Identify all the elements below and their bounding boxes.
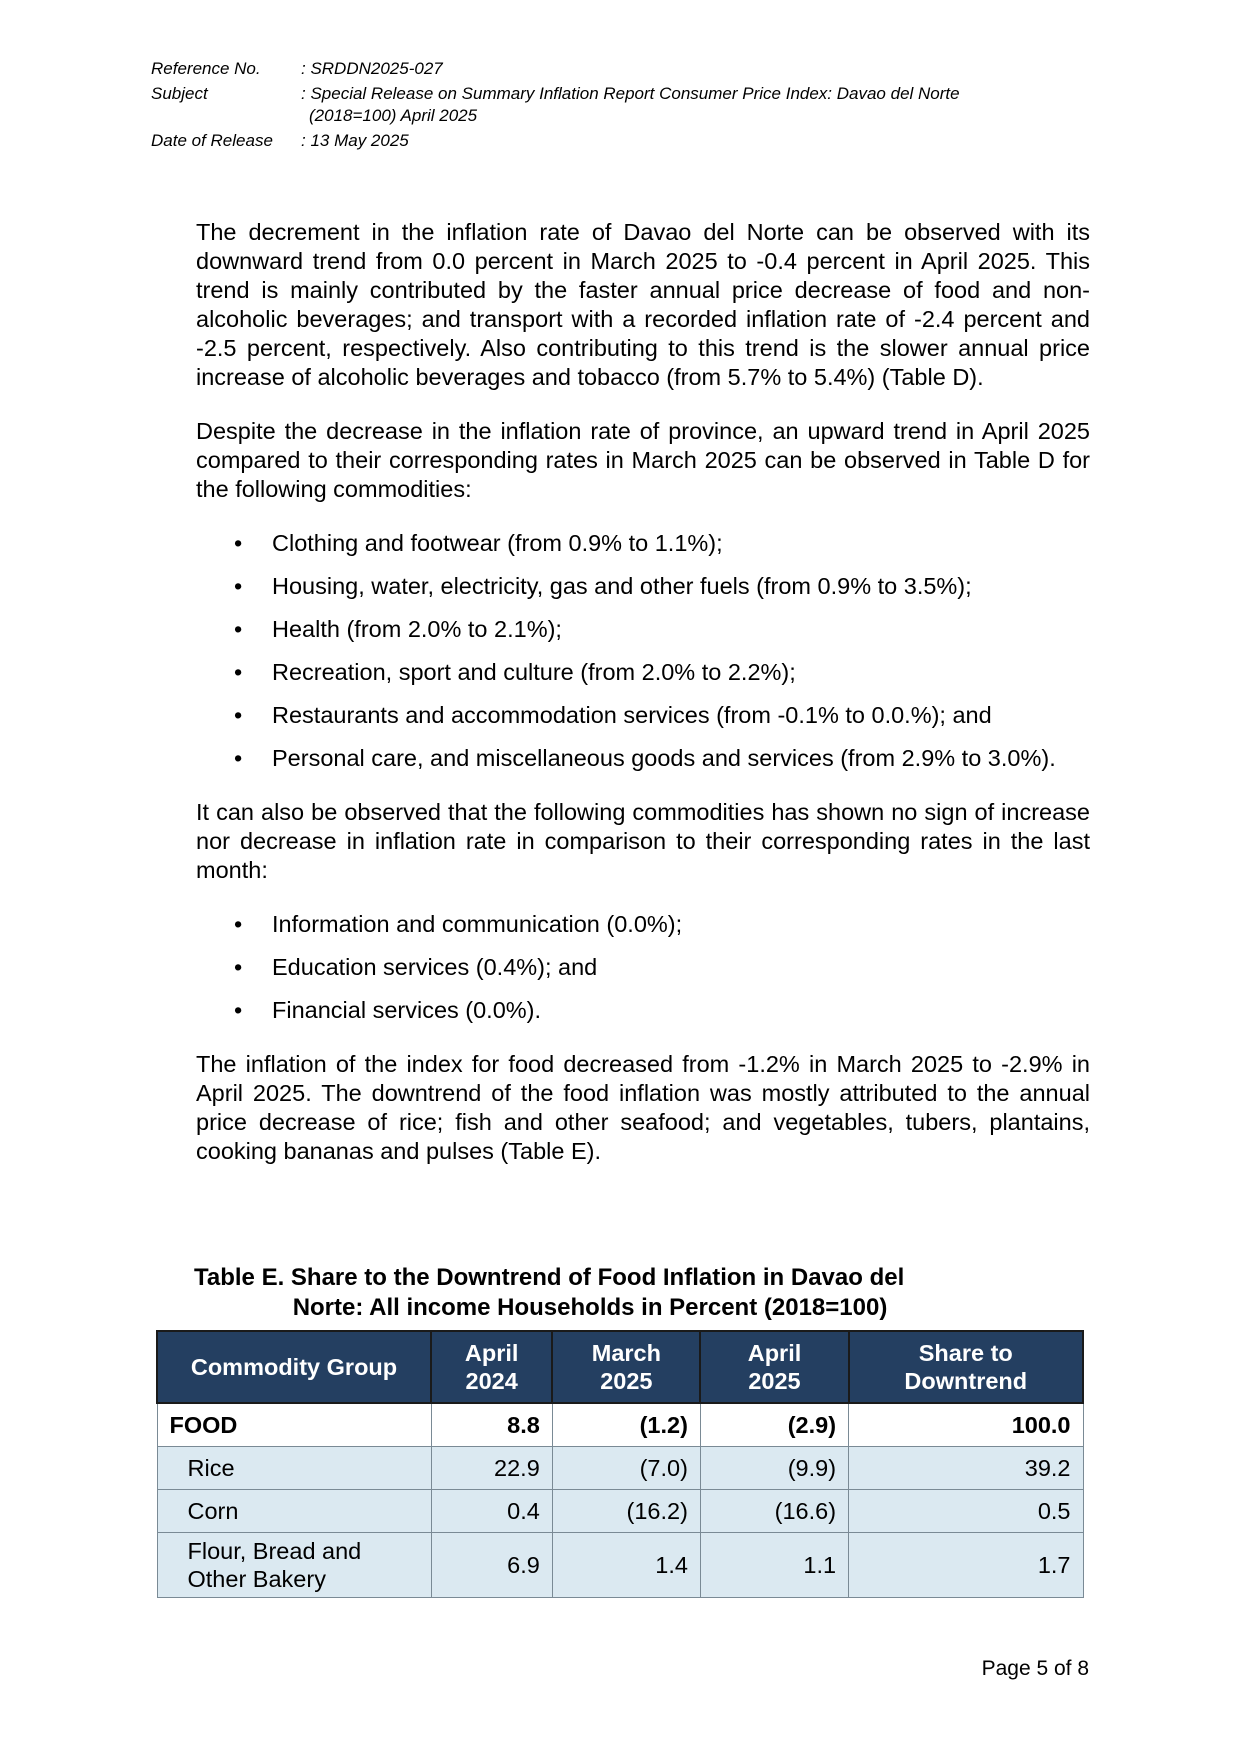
reference-value: : SRDDN2025-027	[301, 59, 443, 78]
food-inflation-table	[156, 1330, 1084, 1598]
table-row	[157, 1403, 1083, 1447]
table-header-row	[157, 1331, 1083, 1403]
document-header	[151, 58, 1051, 155]
table-cell: Corn	[157, 1490, 431, 1533]
column-header: Commodity Group	[157, 1331, 431, 1403]
subject-value	[301, 83, 1051, 127]
table-row	[157, 1447, 1083, 1490]
bullet: •	[234, 659, 243, 685]
subject-line-1: : Special Release on Summary Inflation Report Consumer Price Index: Davao del Norte	[301, 84, 960, 103]
table-cell: 0.4	[431, 1490, 552, 1533]
bullet: •	[234, 530, 243, 556]
table-caption-line-1: Table E. Share to the Downtrend of Food Inflation in Davao del	[194, 1264, 905, 1291]
paragraph-3: It can also be observed that the following commodities has shown no sign of increase nor decrease in inflation rate in comparison to their corresponding rates in the last month:	[196, 799, 1090, 883]
table-cell: 0.5	[849, 1490, 1083, 1533]
date-row	[151, 130, 1051, 152]
list-item: • Clothing and footwear (from 0.9% to 1.1%);	[234, 530, 723, 556]
subject-row	[151, 83, 1051, 127]
reference-label: Reference No.	[151, 59, 261, 78]
subject-label: Subject	[151, 84, 208, 103]
bullet: •	[234, 954, 243, 980]
bullet: •	[234, 911, 243, 937]
list-item: • Information and communication (0.0%);	[234, 911, 683, 937]
table-cell: 1.1	[700, 1533, 848, 1598]
table-cell: 39.2	[849, 1447, 1083, 1490]
column-header: March 2025	[552, 1331, 700, 1403]
table-cell: (2.9)	[700, 1403, 848, 1447]
subject-line-2: (2018=100) April 2025	[309, 106, 478, 125]
bullet: •	[234, 616, 243, 642]
table-cell: (1.2)	[552, 1403, 700, 1447]
column-header: Share to Downtrend	[849, 1331, 1083, 1403]
table-cell: FOOD	[157, 1403, 431, 1447]
table-cell: (7.0)	[552, 1447, 700, 1490]
table-cell: 1.4	[552, 1533, 700, 1598]
paragraph-2: Despite the decrease in the inflation rate of province, an upward trend in April 2025 compared to their corresponding rates in March 2025 can be observed in Table D for the following commodities:	[196, 418, 1090, 502]
bullet: •	[234, 573, 243, 599]
table-cell: 1.7	[849, 1533, 1083, 1598]
table-caption-line-2: Norte: All income Households in Percent (2018=100)	[292, 1294, 888, 1321]
table-cell: Rice	[157, 1447, 431, 1490]
table-cell: 22.9	[431, 1447, 552, 1490]
bullet: •	[234, 997, 243, 1023]
document-body	[196, 218, 1090, 1191]
column-header: April 2024	[431, 1331, 552, 1403]
table-cell: 8.8	[431, 1403, 552, 1447]
reference-row	[151, 58, 1051, 80]
bullet: •	[234, 745, 243, 771]
paragraph-1: The decrement in the inflation rate of Davao del Norte can be observed with its downward trend from 0.0 percent in March 2025 to -0.4 percent in April 2025. This trend is mainly contributed by the faster annual price decrease of food and non-alcoholic beverages; and transport with a recorded inflation rate of -2.4 percent and -2.5 percent, respectively. Also contributing to this trend is the slower annual price increase of alcoholic beverages and tobacco (from 5.7% to 5.4%) (Table D).	[196, 219, 1090, 390]
list-item: • Education services (0.4%); and	[234, 954, 598, 980]
table-row	[157, 1533, 1083, 1598]
list-item: • Recreation, sport and culture (from 2.0% to 2.2%);	[234, 659, 796, 685]
page-number: Page 5 of 8	[981, 1657, 1089, 1680]
table-caption	[150, 1263, 1030, 1323]
column-header: April 2025	[700, 1331, 848, 1403]
table-cell: Flour, Bread and Other Bakery	[157, 1533, 431, 1598]
date-label: Date of Release	[151, 131, 273, 150]
list-item: • Housing, water, electricity, gas and other fuels (from 0.9% to 3.5%);	[234, 573, 972, 599]
table-cell: 6.9	[431, 1533, 552, 1598]
table-row	[157, 1490, 1083, 1533]
list-item: • Financial services (0.0%).	[234, 997, 542, 1023]
table-cell: (9.9)	[700, 1447, 848, 1490]
no-change-list	[196, 910, 1090, 1025]
table-cell: 100.0	[849, 1403, 1083, 1447]
table-cell: (16.6)	[700, 1490, 848, 1533]
paragraph-4: The inflation of the index for food decreased from -1.2% in March 2025 to -2.9% in April 2025. The downtrend of the food inflation was mostly attributed to the annual price decrease of rice; fish and other seafood; and vegetables, tubers, plantains, cooking bananas and pulses (Table E).	[196, 1051, 1090, 1164]
list-item: • Restaurants and accommodation services (from -0.1% to 0.0.%); and	[234, 702, 992, 728]
table-cell: (16.2)	[552, 1490, 700, 1533]
bullet: •	[234, 702, 243, 728]
upward-trend-list	[196, 529, 1090, 773]
list-item: • Health (from 2.0% to 2.1%);	[234, 616, 562, 642]
date-value: : 13 May 2025	[301, 131, 409, 150]
list-item: • Personal care, and miscellaneous goods and services (from 2.9% to 3.0%).	[234, 745, 1056, 771]
